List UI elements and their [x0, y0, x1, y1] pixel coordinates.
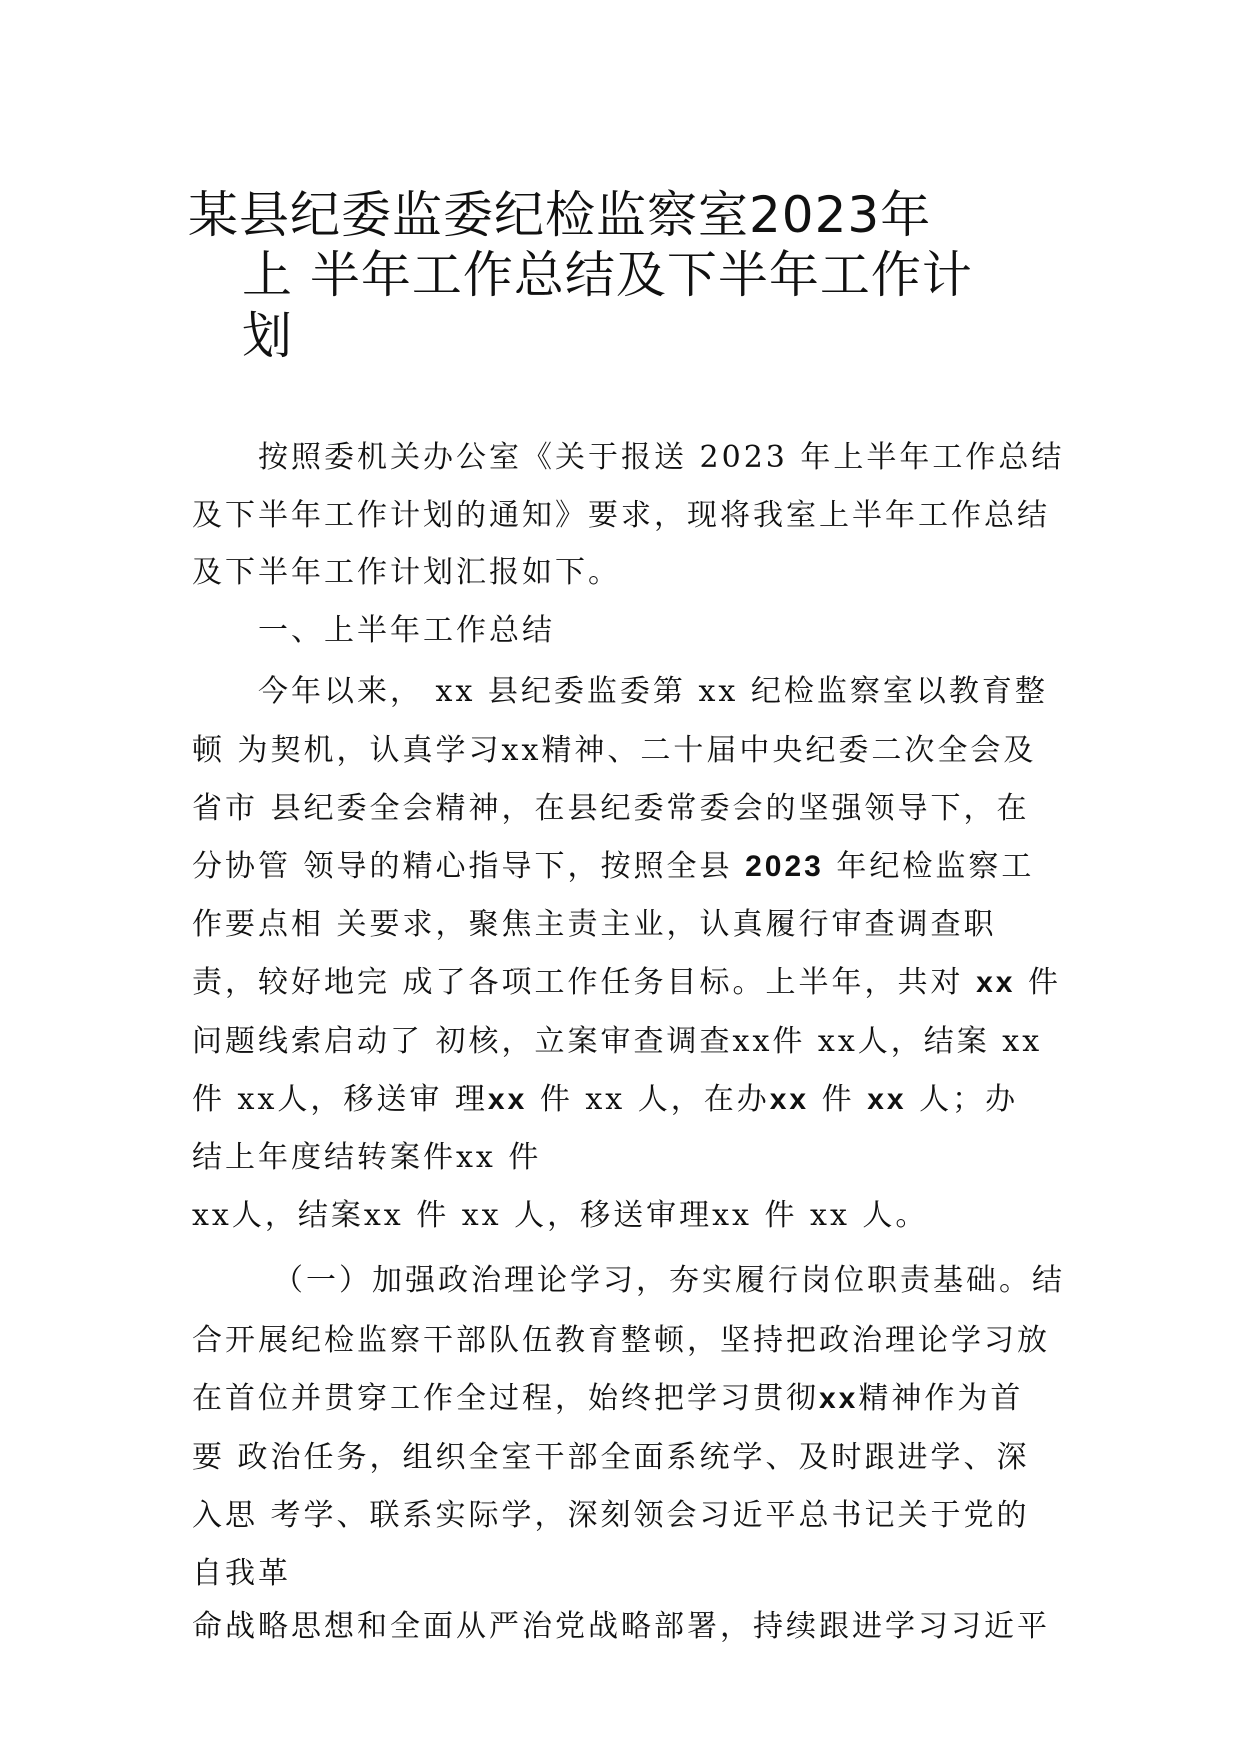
body-text: 件 [1015, 965, 1062, 1000]
subsection-line-2: 合开展纪检监察干部队伍教育整顿，坚持把政治理论学习放 [192, 1323, 1050, 1358]
body-text: 分协管 领导的精心指导下，按照全县 [192, 849, 746, 884]
body-line-7: 问题线索启动了 初核，立案审查调查xx件 xx人，结案 xx [192, 1024, 1043, 1059]
body-text: 责，较好地完 成了各项工作任务目标。上半年，共对 [192, 965, 964, 1000]
body-text: 年纪检监察工 [823, 849, 1035, 884]
body-line-5: 作要点相 关要求，聚焦主责主业，认真履行审查调查职 [192, 907, 997, 942]
bold-year: 2023 [745, 850, 824, 883]
section-heading: 一、上半年工作总结 [258, 613, 555, 648]
body-line-4 [192, 849, 1035, 884]
title-line-3: 划 [242, 307, 293, 365]
intro-line-3: 及下半年工作计划汇报如下。 [192, 555, 621, 590]
subsection-line-6: 自我革 [192, 1556, 291, 1591]
title-line-2: 上 半年工作总结及下半年工作计 [242, 246, 973, 304]
body-text: 精神作为首 [858, 1381, 1024, 1416]
body-text: 在首位并贯穿工作全过程，始终把学习贯彻 [192, 1381, 819, 1416]
body-line-1: 今年以来， xx 县纪委监委第 xx 纪检监察室以教育整 [258, 674, 1048, 709]
body-line-3: 省市 县纪委全会精神，在县纪委常委会的坚强领导下，在 [192, 791, 1030, 826]
subsection-line-4: 要 政治任务，组织全室干部全面系统学、及时跟进学、深 [192, 1440, 1030, 1475]
title-line-1: 某县纪委监委纪检监察室2023年 [188, 186, 932, 244]
bold-count: xx [867, 1083, 907, 1116]
body-line-10: xx人，结案xx 件 xx 人，移送审理xx 件 xx 人。 [192, 1198, 929, 1233]
body-line-6 [192, 965, 1062, 1000]
body-line-2: 顿 为契机，认真学习xx精神、二十届中央纪委二次全会及 [192, 733, 1037, 768]
subsection-line-7: 命战略思想和全面从严治党战略部署，持续跟进学习习近平 [192, 1609, 1050, 1644]
body-line-9: 结上年度结转案件xx 件 [192, 1140, 542, 1175]
bold-count: xx [976, 966, 1016, 999]
bold-count: xx [487, 1083, 528, 1116]
subsection-line-5: 入思 考学、联系实际学，深刻领会习近平总书记关于党的 [192, 1498, 1030, 1533]
body-text: 件 xx人，移送审 理 [192, 1082, 488, 1117]
bold-count: xx [769, 1083, 810, 1116]
body-line-8 [192, 1082, 1019, 1117]
body-text: 件 xx 人，在办 [527, 1082, 770, 1117]
subsection-line-1: （一）加强政治理论学习，夯实履行岗位职责基础。结 [273, 1263, 1065, 1298]
body-text: 件 [809, 1082, 868, 1117]
subsection-line-3 [192, 1381, 1024, 1416]
intro-line-1: 按照委机关办公室《关于报送 2023 年上半年工作总结 [258, 440, 1065, 475]
intro-line-2: 及下半年工作计划的通知》要求，现将我室上半年工作总结 [192, 498, 1050, 533]
body-text: 人；办 [906, 1082, 1019, 1117]
bold-xx: xx [819, 1382, 859, 1415]
